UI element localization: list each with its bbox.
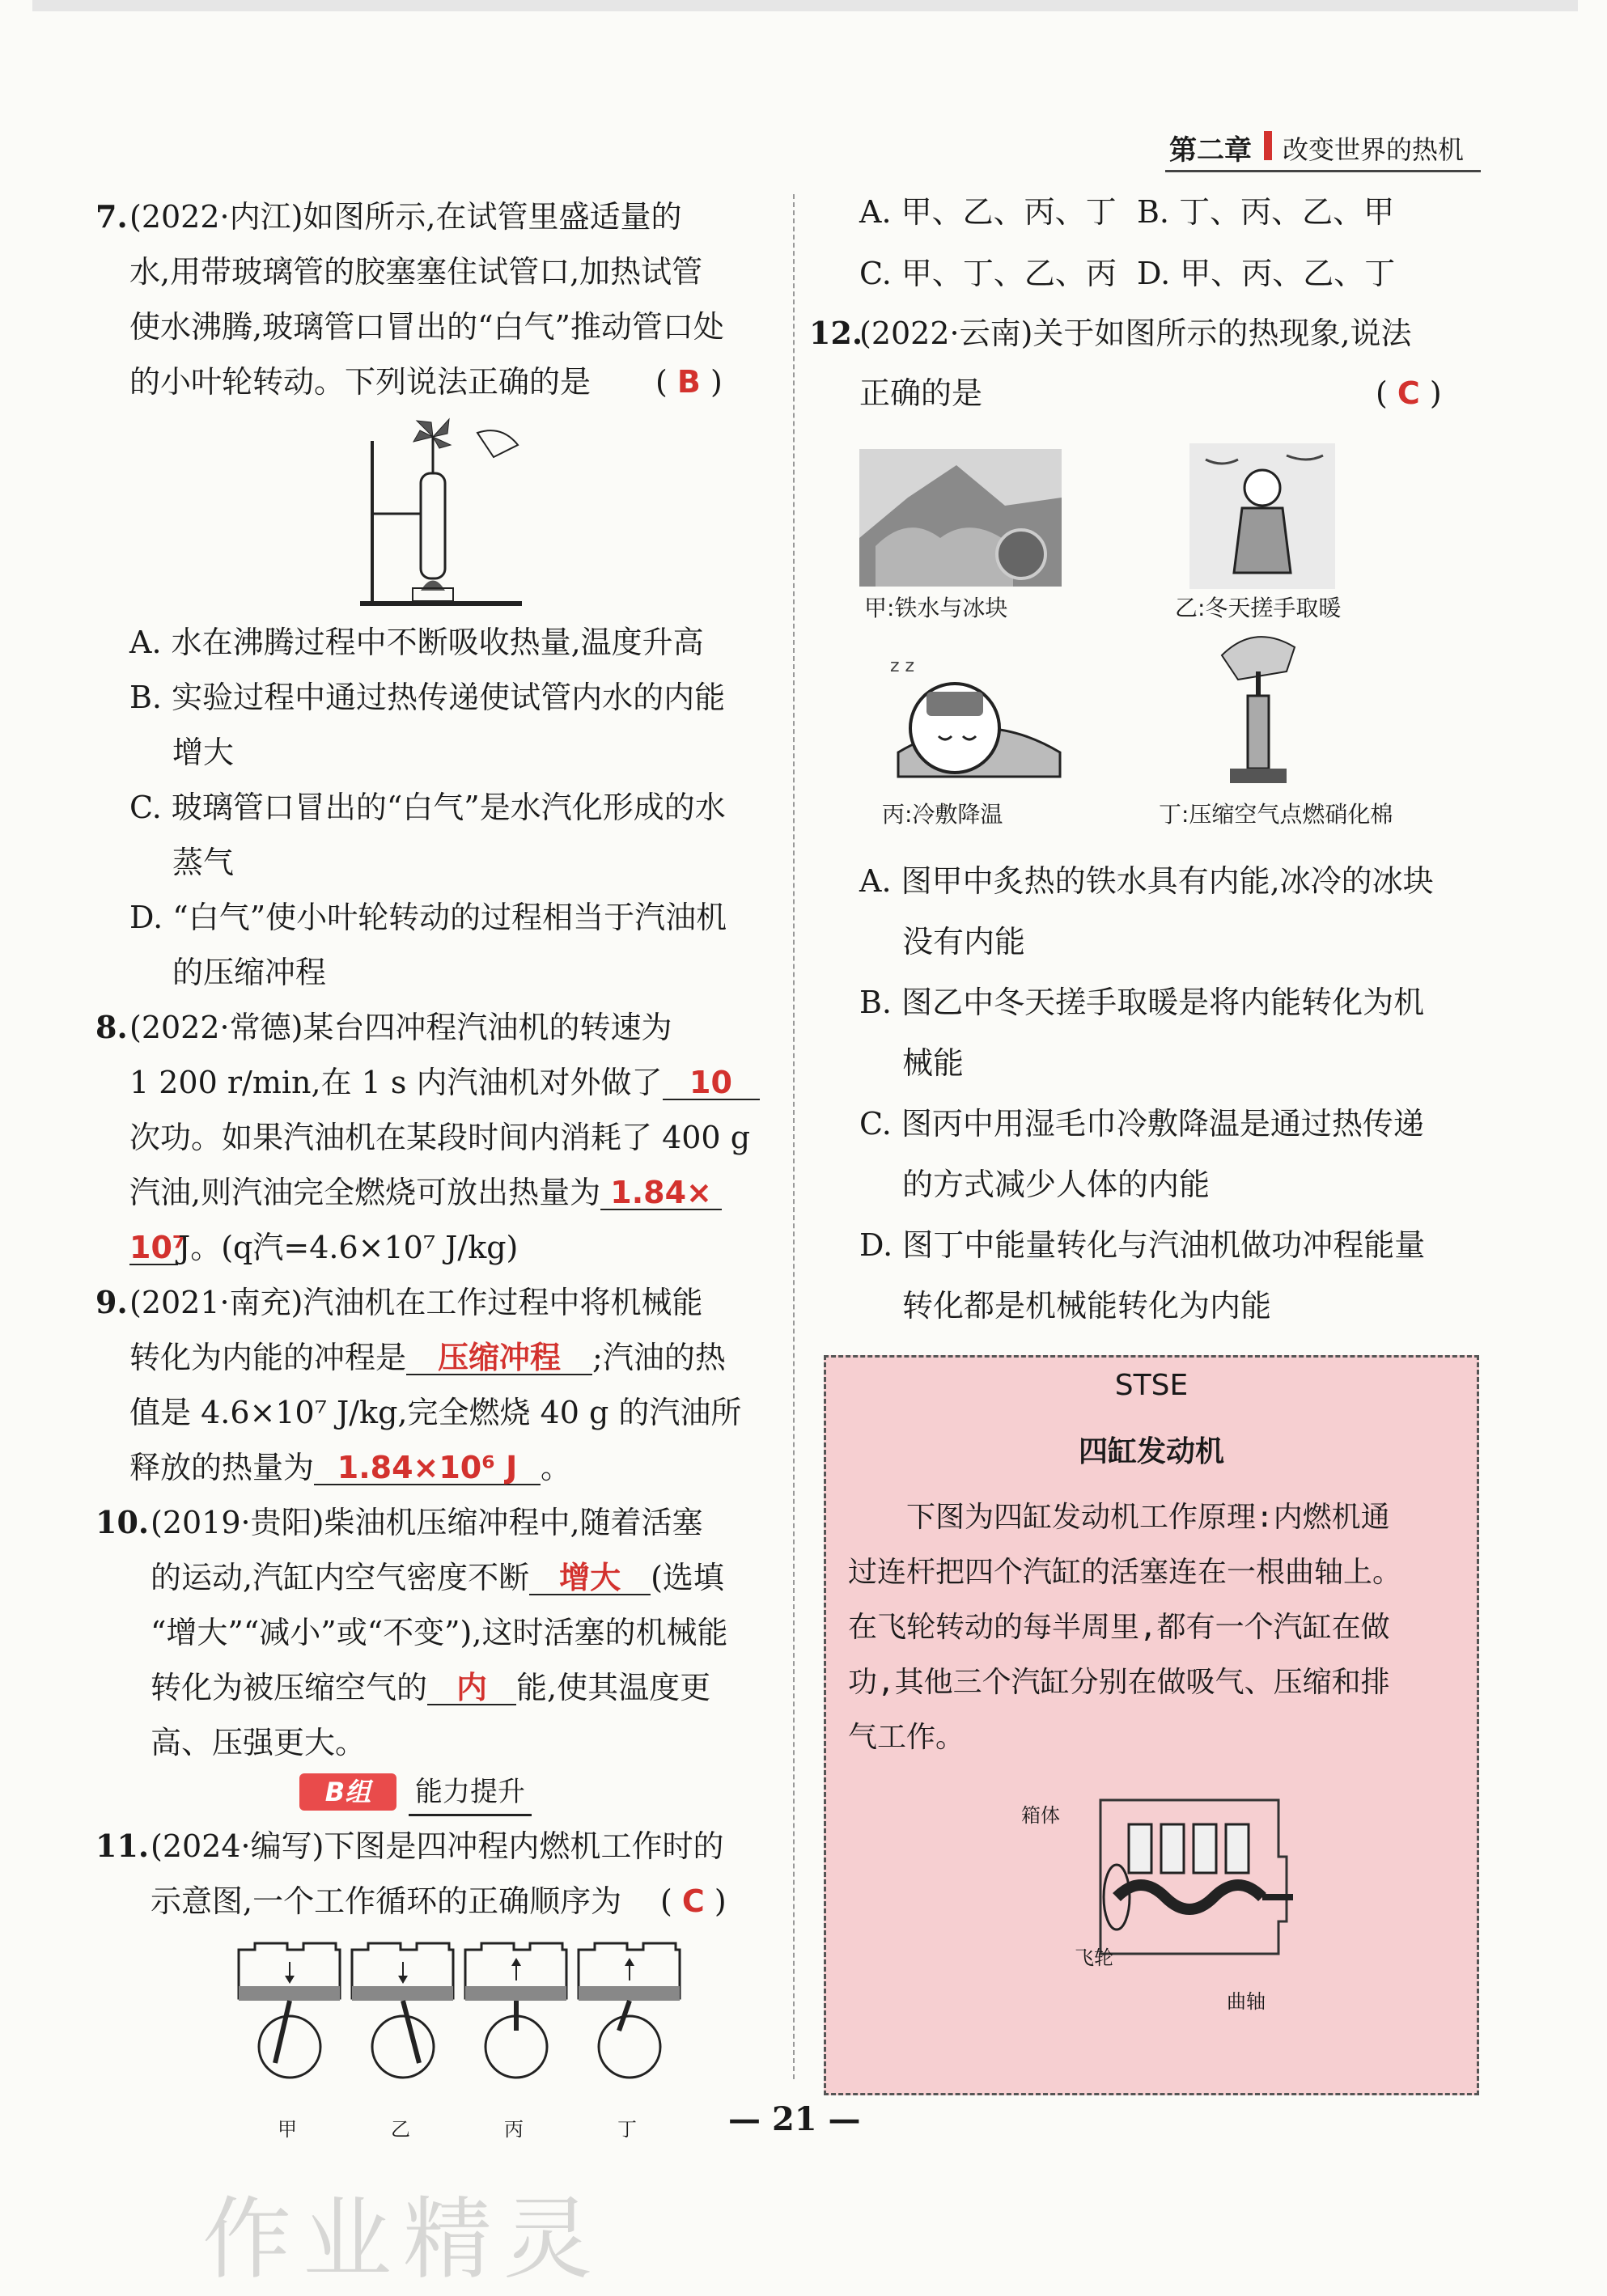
group-b-badge: B组 — [299, 1773, 396, 1811]
q11-option-a: A. 甲、乙、丙、丁 — [859, 194, 1117, 230]
q7-line-4: 的小叶轮转动。下列说法正确的是 — [129, 364, 591, 400]
q12-image-bing-cold-compress — [882, 647, 1068, 785]
q12-option-c: C. 图丙中用湿毛巾冷敷降温是通过热传递 — [859, 1106, 1424, 1142]
q11-number: 11. — [95, 1828, 150, 1864]
q11-label-yi: 乙 — [391, 2118, 410, 2141]
q9-line-3: 值是 4.6×10⁷ J/kg,完全燃烧 40 g 的汽油所 — [129, 1395, 742, 1430]
q12-answer-bracket: ( C ) — [1376, 375, 1442, 411]
q8-line-2-text: 1 200 r/min,在 1 s 内汽油机对外做了 — [129, 1065, 663, 1100]
stse-label-crankshaft: 曲轴 — [1227, 1990, 1266, 2013]
q10-line-2 — [151, 1550, 724, 1605]
stse-line-1: 下图为四缸发动机工作原理:内燃机通 — [906, 1501, 1390, 1534]
stse-line-3: 在飞轮转动的每半周里,都有一个汽缸在做 — [848, 1611, 1390, 1644]
svg-text:z z: z z — [890, 656, 915, 676]
q12-option-a: A. 图甲中炙热的铁水具有内能,冰冷的冰块 — [859, 863, 1434, 899]
q11-option-b: B. 丁、丙、乙、甲 — [1137, 194, 1395, 230]
q12-answer: C — [1397, 375, 1420, 411]
q12-image-yi-rubbing-hands — [1189, 443, 1335, 589]
q11-option-d: D. 甲、丙、乙、丁 — [1137, 256, 1396, 291]
page-number: — 21 — — [728, 2100, 861, 2138]
q12-caption-yi: 乙:冬天搓手取暖 — [1175, 595, 1342, 621]
q10-line-5: 高、压强更大。 — [151, 1725, 367, 1760]
q9-line-4-tail: 。 — [541, 1450, 572, 1485]
watermark: 作业精灵 — [202, 2188, 604, 2291]
q12-caption-ding: 丁:压缩空气点燃硝化棉 — [1159, 801, 1393, 828]
engine-bing — [465, 1943, 566, 2078]
q9-line-2-text: 转化为内能的冲程是 — [129, 1340, 407, 1375]
q7-line-3: 使水沸腾,玻璃管口冒出的“白气”推动管口处 — [129, 309, 724, 345]
q12-caption-jia: 甲:铁水与冰块 — [864, 595, 1008, 621]
q7-answer-bracket: ( B ) — [655, 364, 723, 400]
engine-yi — [352, 1943, 453, 2078]
page-number-value: 21 — [771, 2100, 817, 2138]
q8-line-5 — [129, 1220, 518, 1275]
q8-line-4 — [129, 1165, 722, 1220]
stse-title: 四缸发动机 — [1078, 1434, 1224, 1468]
q11-answer: C — [681, 1883, 705, 1919]
q9-number: 9. — [95, 1284, 128, 1320]
engine-ding — [579, 1943, 680, 2078]
q7-option-d: D. “白气”使小叶轮转动的过程相当于汽油机 — [129, 900, 727, 935]
chapter-title: 改变世界的热机 — [1283, 134, 1465, 165]
stse-tag: STSE — [1114, 1369, 1189, 1402]
q12-image-jia-molten-iron — [859, 449, 1062, 587]
q8-number: 8. — [95, 1009, 128, 1045]
q9-line-1: (2021·南充)汽油机在工作过程中将机械能 — [129, 1285, 703, 1320]
q12-option-d: D. 图丁中能量转化与汽油机做功冲程能量 — [859, 1227, 1426, 1263]
q12-caption-bing: 丙:冷敷降温 — [882, 801, 1003, 828]
q10-line-3: “增大”“减小”或“不变”),这时活塞的机械能 — [151, 1615, 728, 1650]
q7-option-c-cont: 蒸气 — [172, 845, 235, 880]
group-b-label: 能力提升 — [409, 1770, 532, 1816]
q11-line-1: (2024·编写)下图是四冲程内燃机工作时的 — [151, 1828, 724, 1864]
q10-line-4-text: 转化为被压缩空气的 — [151, 1670, 428, 1705]
q7-line-1: (2022·内江)如图所示,在试管里盛适量的 — [129, 199, 682, 235]
stse-line-4: 功,其他三个汽缸分别在做吸气、压缩和排 — [848, 1666, 1390, 1699]
q12-line-2: 正确的是 — [859, 375, 983, 411]
q12-option-b: B. 图乙中冬天搓手取暖是将内能转化为机 — [859, 985, 1425, 1020]
q10-answer-2: 内 — [427, 1671, 516, 1705]
q12-line-1: (2022·云南)关于如图所示的热现象,说法 — [859, 316, 1412, 351]
q12-option-b-cont: 械能 — [902, 1045, 965, 1081]
q9-line-2-tail: ;汽油的热 — [592, 1340, 726, 1375]
stse-label-flywheel: 飞轮 — [1075, 1947, 1113, 1969]
chapter-divider — [1264, 131, 1272, 160]
q8-answer-1: 10 — [663, 1066, 760, 1100]
column-divider — [793, 194, 795, 2079]
chapter-label: 第二章 — [1169, 134, 1252, 167]
q12-image-ding-air-piston — [1206, 623, 1311, 793]
q7-option-d-cont: 的压缩冲程 — [172, 955, 327, 990]
q7-answer: B — [676, 364, 701, 400]
q11-line-2: 示意图,一个工作循环的正确顺序为 — [151, 1883, 622, 1919]
header-rule — [1165, 170, 1481, 172]
q9-line-4 — [129, 1440, 571, 1495]
q11-label-bing: 丙 — [504, 2118, 524, 2141]
q10-number: 10. — [95, 1504, 150, 1540]
q8-line-4-text: 汽油,则汽油完全燃烧可放出热量为 — [129, 1175, 601, 1210]
stse-label-box: 箱体 — [1021, 1804, 1060, 1827]
q8-line-5-text: J。(q汽=4.6×10⁷ J/kg) — [178, 1230, 519, 1265]
q9-line-2 — [129, 1330, 726, 1385]
q7-test-tube-figure — [356, 409, 534, 611]
q8-line-3: 次功。如果汽油机在某段时间内消耗了 400 g — [129, 1120, 751, 1155]
q11-label-ding: 丁 — [617, 2118, 637, 2141]
q8-answer-2b: 10⁷ — [129, 1230, 186, 1265]
q11-option-c: C. 甲、丁、乙、丙 — [859, 256, 1117, 291]
q12-option-a-cont: 没有内能 — [902, 924, 1026, 959]
q9-answer-2: 1.84×10⁶ J — [314, 1451, 541, 1485]
q11-engine-diagrams — [235, 1942, 688, 2112]
engine-jia — [239, 1943, 340, 2078]
q9-answer-1: 压缩冲程 — [406, 1341, 592, 1375]
q12-number: 12. — [809, 315, 863, 351]
q7-option-b: B. 实验过程中通过热传递使试管内水的内能 — [129, 680, 726, 715]
stse-line-5: 气工作。 — [848, 1721, 965, 1754]
q10-line-2-text: 的运动,汽缸内空气密度不断 — [151, 1560, 530, 1595]
q10-line-2-tail: (选填 — [651, 1560, 724, 1595]
q9-line-4-text: 释放的热量为 — [129, 1450, 315, 1485]
q10-line-4 — [151, 1660, 710, 1715]
q8-line-2 — [129, 1055, 760, 1110]
q7-number: 7. — [95, 198, 128, 235]
q7-line-2: 水,用带玻璃管的胶塞塞住试管口,加热试管 — [129, 254, 703, 290]
stse-four-cylinder-engine-figure — [1084, 1792, 1295, 1986]
q11-label-jia: 甲 — [278, 2118, 297, 2141]
q12-option-c-cont: 的方式减少人体的内能 — [902, 1167, 1211, 1202]
q8-answer-2a: 1.84× — [600, 1176, 722, 1210]
q12-option-d-cont: 转化都是机械能转化为内能 — [902, 1288, 1272, 1324]
stse-line-2: 过连杆把四个汽缸的活塞连在一根曲轴上。 — [848, 1556, 1402, 1589]
q10-line-1: (2019·贵阳)柴油机压缩冲程中,随着活塞 — [151, 1505, 703, 1540]
q7-option-c: C. 玻璃管口冒出的“白气”是水汽化形成的水 — [129, 790, 726, 825]
q10-answer-1: 增大 — [529, 1561, 651, 1595]
q7-option-a: A. 水在沸腾过程中不断吸收热量,温度升高 — [129, 625, 704, 660]
q7-option-b-cont: 增大 — [172, 735, 235, 770]
q11-answer-bracket: ( C ) — [660, 1883, 727, 1919]
q10-line-4-tail: 能,使其温度更 — [516, 1670, 711, 1705]
top-scan-edge — [32, 0, 1578, 11]
q8-line-1: (2022·常德)某台四冲程汽油机的转速为 — [129, 1010, 672, 1045]
